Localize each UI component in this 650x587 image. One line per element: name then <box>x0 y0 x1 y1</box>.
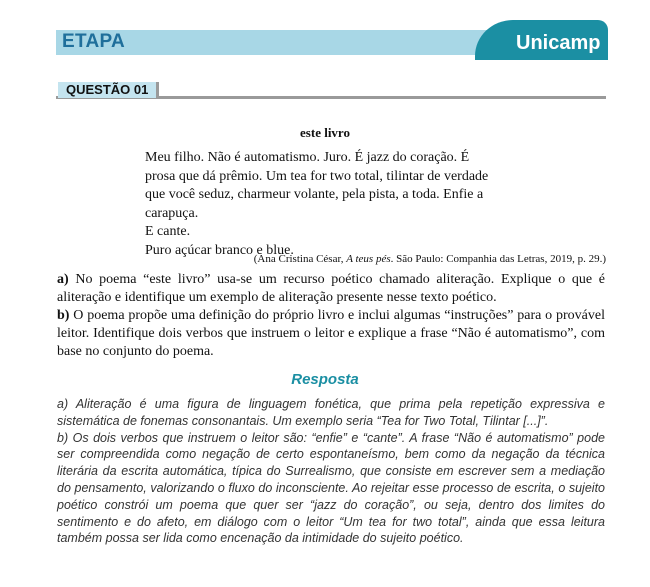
answer-body <box>57 396 605 547</box>
question-items <box>57 271 605 361</box>
poem-line: carapuça. <box>145 205 199 221</box>
poem-line: Meu filho. Não é automatismo. Juro. É jazz do coração. É <box>145 150 470 165</box>
item-a-label: a) <box>57 272 69 287</box>
item-a-text: No poema “este livro” usa-se um recurso poético chamado aliteração. Explique o que é aliteração e identifique um exemplo de aliteração presente nesse texto poético. <box>57 272 605 305</box>
poem-title: este livro <box>300 125 350 140</box>
poem-line: que você seduz, charmeur volante, pela pista, a toda. Enfie a <box>145 187 484 202</box>
poem-body <box>145 149 488 260</box>
poem-line: prosa que dá prêmio. Um tea for two total, tilintar de verdade <box>145 168 489 184</box>
exam-tab-label: Unicamp <box>516 32 601 54</box>
item-b-label: b) <box>57 308 70 323</box>
question-label: QUESTÃO 01 <box>58 82 159 98</box>
item-b-text: O poema propõe uma definição do próprio livro e inclui algumas “instruções” para o provável leitor. Identifique dois verbos que instruem o leitor e explique a frase “Não é automatismo”, com base no conjunto do poema. <box>57 308 605 359</box>
brand-logo: ETAPA <box>62 31 126 52</box>
poem-citation <box>254 253 606 265</box>
answer-b: b) Os dois verbos que instruem o leitor são: “enfie” e “cante”. A frase “Não é automatismo” pode ser compreendida como negação de certo espontaneísmo, bem como da negação da técnica literária da escrita automática, típica do Surrealismo, que consiste em escrever sem a mediação do pensamento, valorizando o fluxo do inconsciente. Ao rejeitar esse processo de escrita, o sujeito poético constrói um poema que quer ser “jazz do coração”, ou seja, dentro dos limites do sentimento e do afeto, em diálogo com o leitor “Um tea for two total”, ainda que essa leitura também possa ser lida como encenação da intimidade do sujeito poético. <box>57 430 605 546</box>
answer-a: a) Aliteração é uma figura de linguagem fonética, que prima pela repetição expressiva e sistemática de fonemas consonantais. Um exemplo seria “Tea for Two Total, Tilintar [...]”. <box>57 397 605 428</box>
poem-line: Puro açúcar branco e blue. <box>145 242 294 258</box>
citation-book-title: A teus pés <box>346 253 391 265</box>
citation-publisher: . São Paulo: Companhia das Letras, 2019, p. 29.) <box>390 253 606 265</box>
citation-author: (Ana Cristina César, <box>253 253 347 265</box>
question-item-a <box>57 271 605 307</box>
answer-heading: Resposta <box>291 371 359 388</box>
question-item-b <box>57 307 605 361</box>
poem-line: E cante. <box>145 224 191 239</box>
